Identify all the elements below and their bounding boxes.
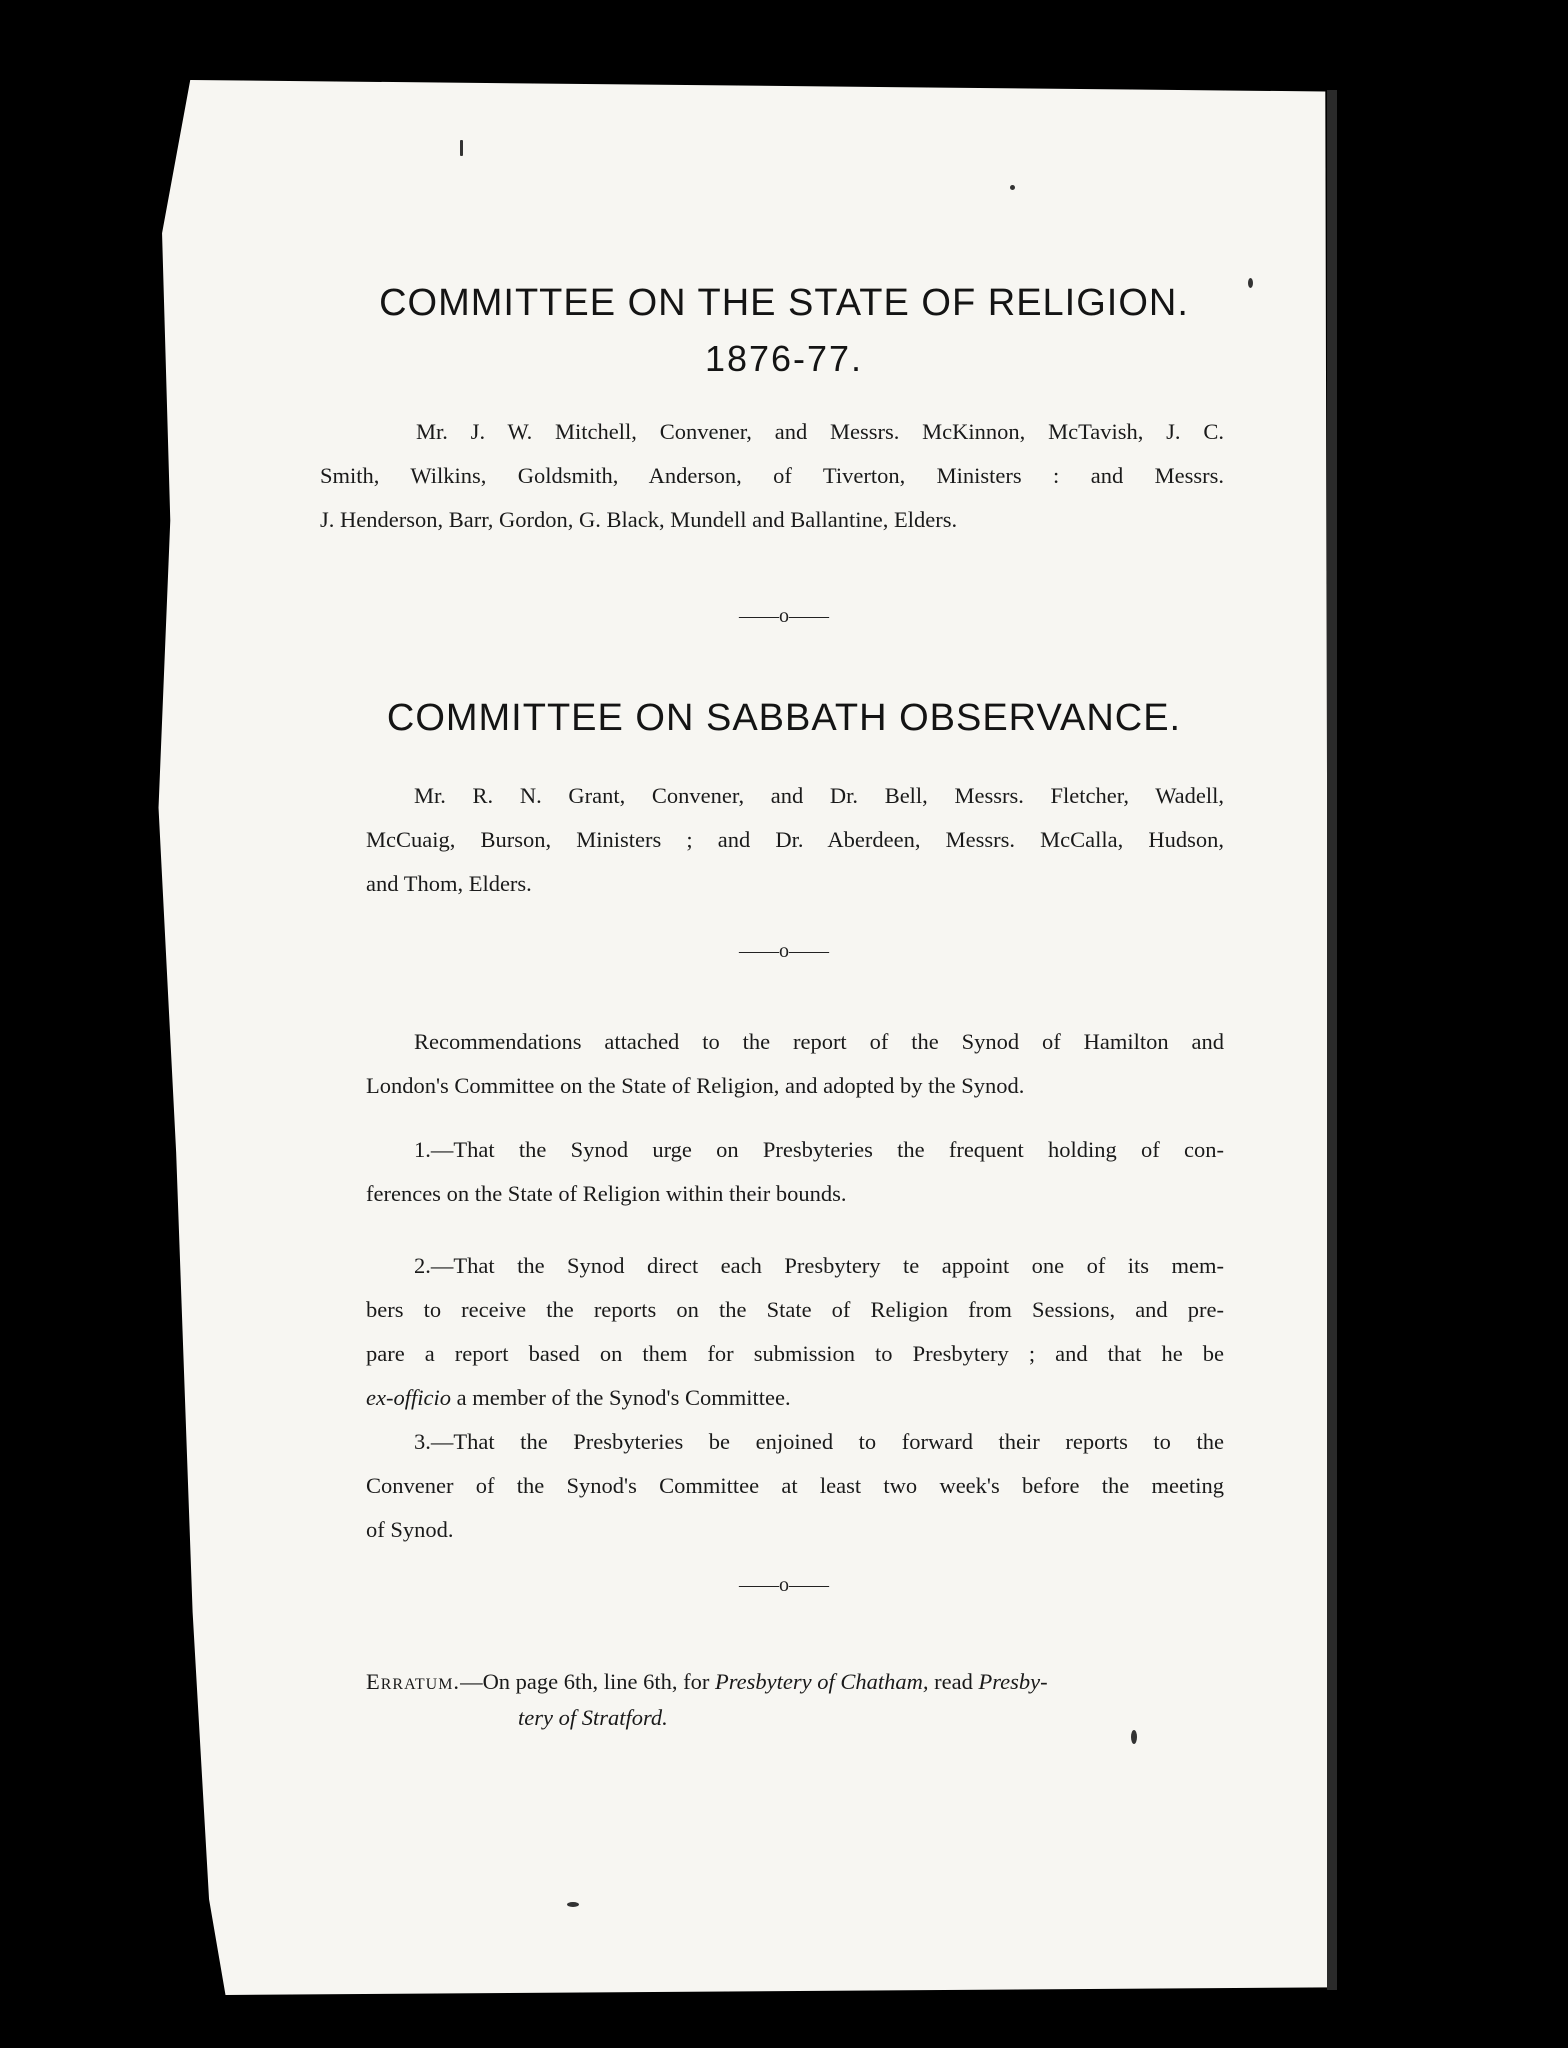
committee2-members — [366, 774, 1224, 906]
heading-state-of-religion: COMMITTEE ON THE STATE OF RELIGION. — [379, 282, 1189, 324]
committee1-members — [320, 410, 1224, 542]
erratum-italic: Presbytery of Chatham, — [715, 1669, 929, 1694]
separator: ——o—— — [739, 1574, 829, 1596]
item1-line: ferences on the State of Religion within their bounds. — [366, 1181, 847, 1206]
intro-line: London's Committee on the State of Religion, and adopted by the Synod. — [366, 1073, 1025, 1098]
separator: ——o—— — [739, 605, 829, 627]
intro-line: Recommendations attached to the report of the Synod of Hamilton and — [414, 1029, 1224, 1054]
committee2-line: McCuaig, Burson, Ministers ; and Dr. Aberdeen, Messrs. McCalla, Hudson, — [366, 827, 1224, 852]
item3-line: Convener of the Synod's Committee at least two week's before the meeting — [366, 1473, 1224, 1498]
erratum-note — [366, 1664, 1226, 1736]
item2-line-rest: a member of the Synod's Committee. — [450, 1385, 791, 1410]
erratum-line2 — [366, 1700, 1226, 1736]
committee1-line: Mr. J. W. Mitchell, Convener, and Messrs. McKinnon, McTavish, J. C. — [416, 419, 1224, 444]
recommendation-2 — [366, 1244, 1224, 1420]
erratum-text: —On page 6th, line 6th, for — [460, 1669, 716, 1694]
item2-line: pare a report based on them for submission to Presbytery ; and that he be — [366, 1341, 1224, 1366]
erratum-italic: Presby- — [978, 1669, 1048, 1694]
item2-line: 2.—That the Synod direct each Presbytery te appoint one of its mem- — [414, 1253, 1224, 1278]
committee1-line: J. Henderson, Barr, Gordon, G. Black, Mundell and Ballantine, Elders. — [320, 507, 958, 532]
recommendation-1 — [366, 1128, 1224, 1216]
scan-speck — [1010, 185, 1015, 190]
recommendations-intro — [366, 1020, 1224, 1108]
year-range: 1876-77. — [704, 338, 864, 379]
item2-line: bers to receive the reports on the State of Religion from Sessions, and pre- — [366, 1297, 1224, 1322]
scan-speck — [460, 140, 463, 156]
item1-line: 1.—That the Synod urge on Presbyteries the frequent holding of con- — [414, 1137, 1224, 1162]
committee2-line: Mr. R. N. Grant, Convener, and Dr. Bell, Messrs. Fletcher, Wadell, — [414, 783, 1224, 808]
item2-line — [366, 1376, 1224, 1420]
recommendation-3 — [366, 1420, 1224, 1552]
committee1-line: Smith, Wilkins, Goldsmith, Anderson, of Tiverton, Ministers : and Messrs. — [320, 463, 1224, 488]
erratum-italic: tery of Stratford. — [518, 1705, 668, 1730]
item3-line: 3.—That the Presbyteries be enjoined to forward their reports to the — [414, 1429, 1224, 1454]
heading-sabbath-observance: COMMITTEE ON SABBATH OBSERVANCE. — [386, 697, 1182, 739]
committee2-line: and Thom, Elders. — [366, 871, 532, 896]
erratum-label: Erratum. — [366, 1669, 461, 1694]
separator: ——o—— — [739, 940, 829, 962]
scan-speck — [567, 1902, 579, 1907]
erratum-line1 — [366, 1664, 1226, 1700]
item3-line: of Synod. — [366, 1517, 454, 1542]
ex-officio-text: ex-officio — [366, 1385, 451, 1410]
erratum-text: read — [928, 1669, 979, 1694]
